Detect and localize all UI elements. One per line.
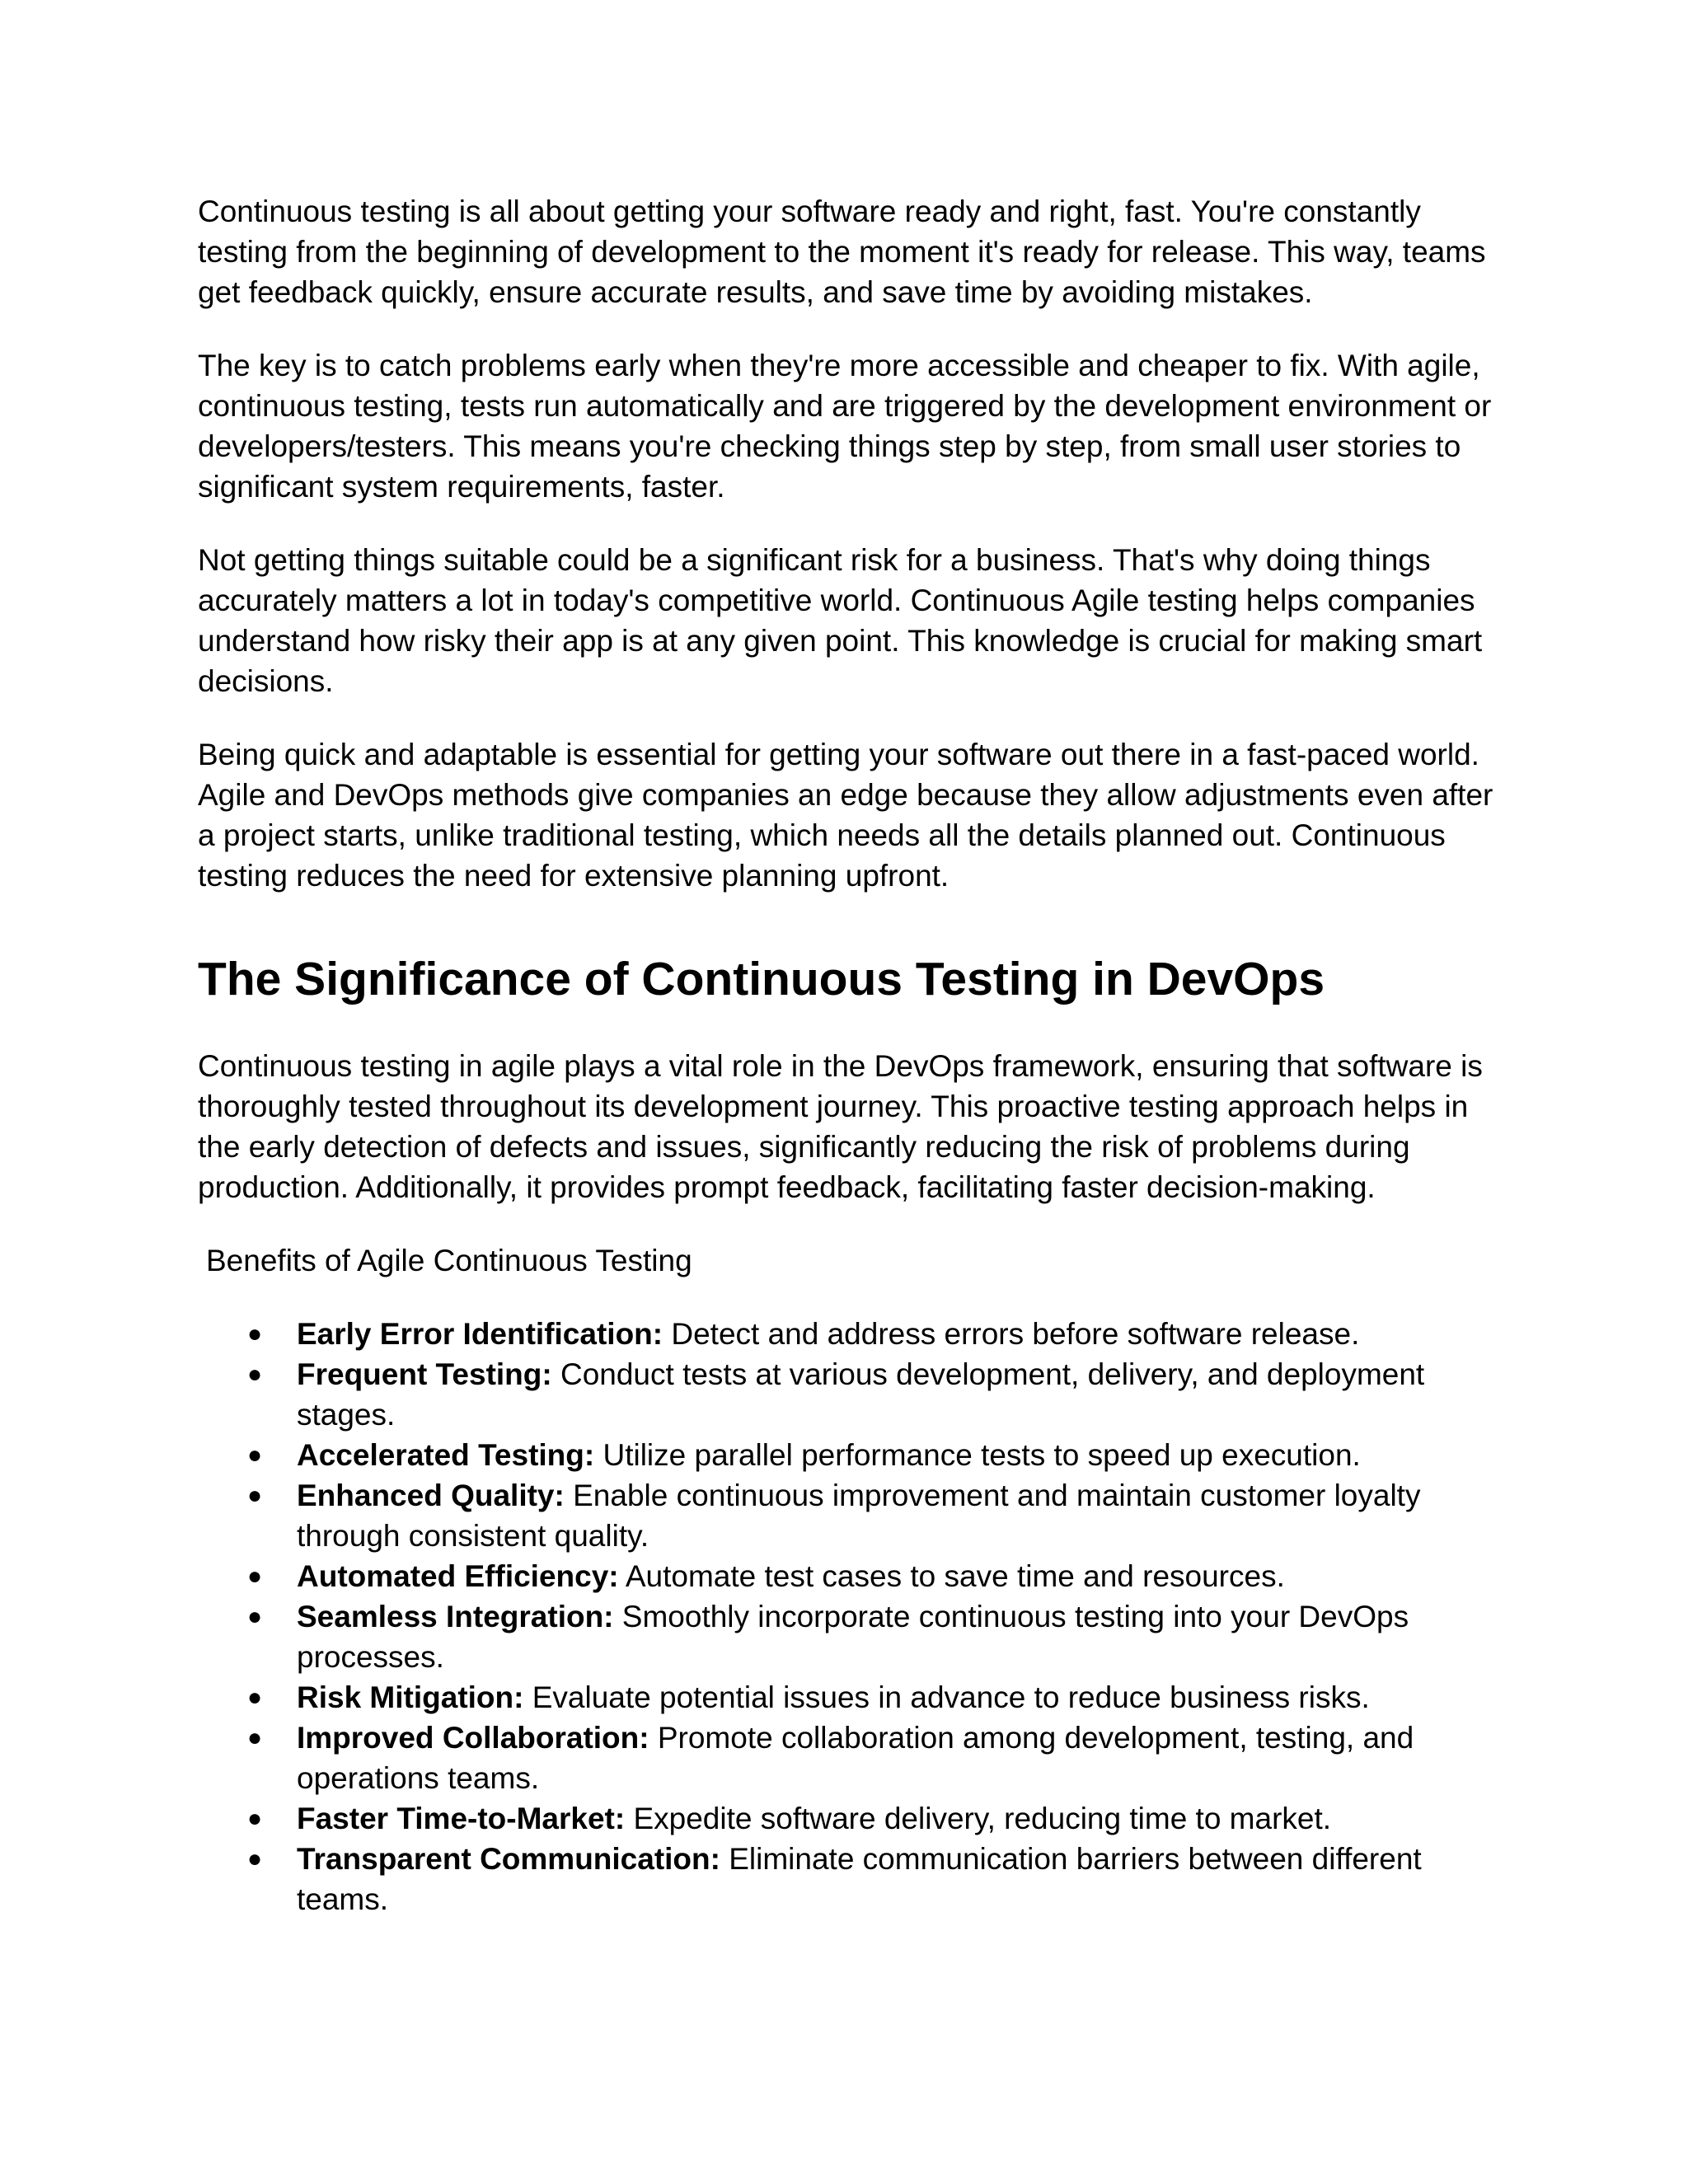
benefit-item [198,1839,1500,1919]
intro-paragraph-4: Being quick and adaptable is essential for getting your software out there in a fast-paced world. Agile and DevOps methods give companies an edge because they allow adjustments even after a project starts, unlike traditional testing, which needs all the details planned out. Continuous testing reduces the need for extensive planning upfront. [198,738,1493,893]
benefit-text: Expedite software delivery, reducing time to market. [625,1802,1332,1835]
bullet-icon: ● [247,1684,263,1711]
bullet-icon: ● [247,1320,263,1347]
benefit-text: Evaluate potential issues in advance to reduce business risks. [523,1680,1370,1714]
benefit-item [198,1798,1500,1839]
bullet-icon: ● [247,1563,263,1590]
benefit-text: Promote collaboration among development, testing, and operations teams. [297,1721,1414,1795]
benefit-term: Improved Collaboration: [297,1721,649,1755]
benefit-term: Early Error Identification: [297,1317,663,1351]
benefit-text: Detect and address errors before software release. [663,1317,1360,1351]
benefit-item [198,1556,1500,1596]
bullet-icon: ● [247,1603,263,1630]
benefit-item [198,1435,1500,1475]
benefit-term: Seamless Integration: [297,1600,614,1633]
benefit-item [198,1718,1500,1798]
intro-paragraph-2: The key is to catch problems early when they're more accessible and cheaper to fix. With agile, continuous testing, tests run automatically and are triggered by the development environment or developers/testers. This means you're checking things step by step, from small user stories to significant system requirements, faster. [198,349,1492,504]
bullet-icon: ● [247,1441,263,1469]
benefit-text: Automate test cases to save time and resources. [618,1559,1285,1593]
bullet-icon: ● [247,1361,263,1388]
benefit-term: Frequent Testing: [297,1357,552,1391]
intro-paragraph-3: Not getting things suitable could be a significant risk for a business. That's why doing things accurately matters a lot in today's competitive world. Continuous Agile testing helps companies understand how risky their app is at any given point. This knowledge is crucial for making smart decisions. [198,543,1483,698]
benefit-term: Risk Mitigation: [297,1680,524,1714]
intro-paragraph-1: Continuous testing is all about getting your software ready and right, fast. You're constantly testing from the beginning of development to the moment it's ready for release. This way, teams get feedback quickly, ensure accurate results, and save time by avoiding mistakes. [198,194,1486,309]
section-heading: The Significance of Continuous Testing in DevOps [198,953,1325,1005]
benefit-term: Transparent Communication: [297,1842,720,1876]
benefit-term: Enhanced Quality: [297,1479,565,1512]
benefits-list [198,1314,1500,1919]
benefit-text: Utilize parallel performance tests to speed up execution. [594,1438,1361,1472]
benefit-item [198,1475,1500,1556]
bullet-icon: ● [247,1845,263,1872]
document-body [198,191,1500,1919]
benefit-term: Faster Time-to-Market: [297,1802,626,1835]
benefit-text: Conduct tests at various development, delivery, and deployment stages. [297,1357,1425,1432]
benefit-term: Automated Efficiency: [297,1559,619,1593]
bullet-icon: ● [247,1724,263,1751]
bullet-icon: ● [247,1805,263,1832]
benefit-text: Enable continuous improvement and maintain customer loyalty through consistent quality. [297,1479,1421,1553]
benefit-text: Smoothly incorporate continuous testing into your DevOps processes. [297,1600,1409,1674]
benefit-item [198,1354,1500,1435]
bullet-icon: ● [247,1482,263,1509]
benefit-item [198,1596,1500,1677]
benefit-item [198,1677,1500,1718]
benefit-term: Accelerated Testing: [297,1438,595,1472]
benefits-subheading: Benefits of Agile Continuous Testing [206,1244,692,1277]
section-paragraph: Continuous testing in agile plays a vital role in the DevOps framework, ensuring that software is thoroughly tested throughout its development journey. This proactive testing approach helps in the early detection of defects and issues, significantly reducing the risk of problems during production. Additionally, it provides prompt feedback, facilitating faster decision-making. [198,1049,1483,1204]
benefit-item [198,1314,1500,1354]
benefit-text: Eliminate communication barriers between different teams. [297,1842,1422,1916]
